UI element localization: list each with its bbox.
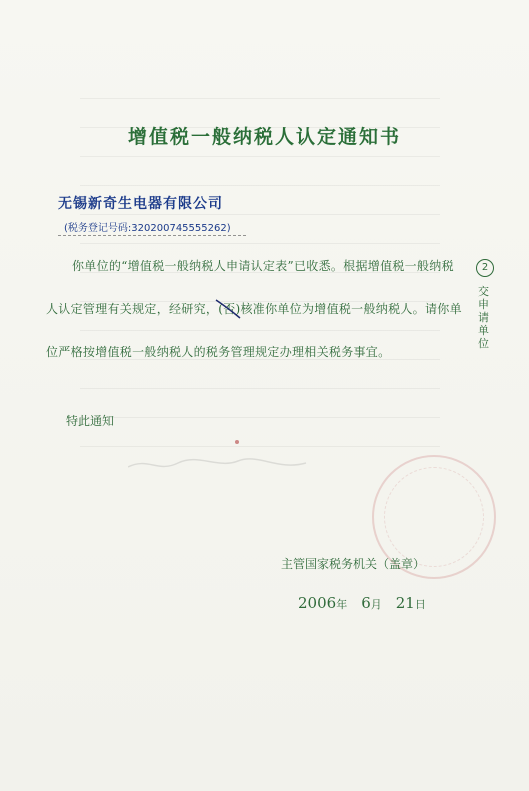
issue-date (298, 593, 426, 612)
tax-registration-line (64, 219, 231, 234)
faint-handwriting-icon (128, 455, 308, 475)
company-name: 无锡新奇生电器有限公司 (58, 196, 223, 212)
date-year-unit: 年 (336, 598, 348, 611)
tax-id-close: ) (226, 223, 231, 234)
date-month-unit: 月 (370, 598, 382, 611)
approval-marker-text: (否) (218, 302, 241, 316)
tax-id-label: (税务登记号码: (64, 223, 132, 234)
sidebar-copy-label: 交申请单位 (478, 285, 489, 350)
red-speck (235, 440, 239, 444)
body-text-part1: 你单位的“增值税一般纳税人申请认定表”已收悉。根据增值税一般纳税人认定管理有关规定，经研究， (46, 259, 454, 316)
date-year: 2006 (298, 594, 337, 612)
issuing-authority: 主管国家税务机关（盖章） (281, 557, 426, 571)
date-day: 21 (395, 594, 415, 612)
strike-mark-icon (214, 298, 242, 320)
document-title: 增值税一般纳税人认定通知书 (127, 126, 401, 148)
company-underline (58, 235, 246, 236)
closing-notice: 特此通知 (66, 414, 115, 428)
date-month: 6 (361, 594, 371, 612)
body-text-part2: 核准你单位为增值税一般纳税人。请你单位严格按增值税一般纳税人的税务管理规定办理相关税务事宜。 (46, 302, 462, 359)
approval-marker (218, 288, 240, 331)
tax-id-number: 320200745555262 (131, 223, 227, 234)
circled-number: 2 (476, 259, 494, 277)
date-day-unit: 日 (414, 598, 426, 611)
body-paragraph (46, 245, 466, 374)
